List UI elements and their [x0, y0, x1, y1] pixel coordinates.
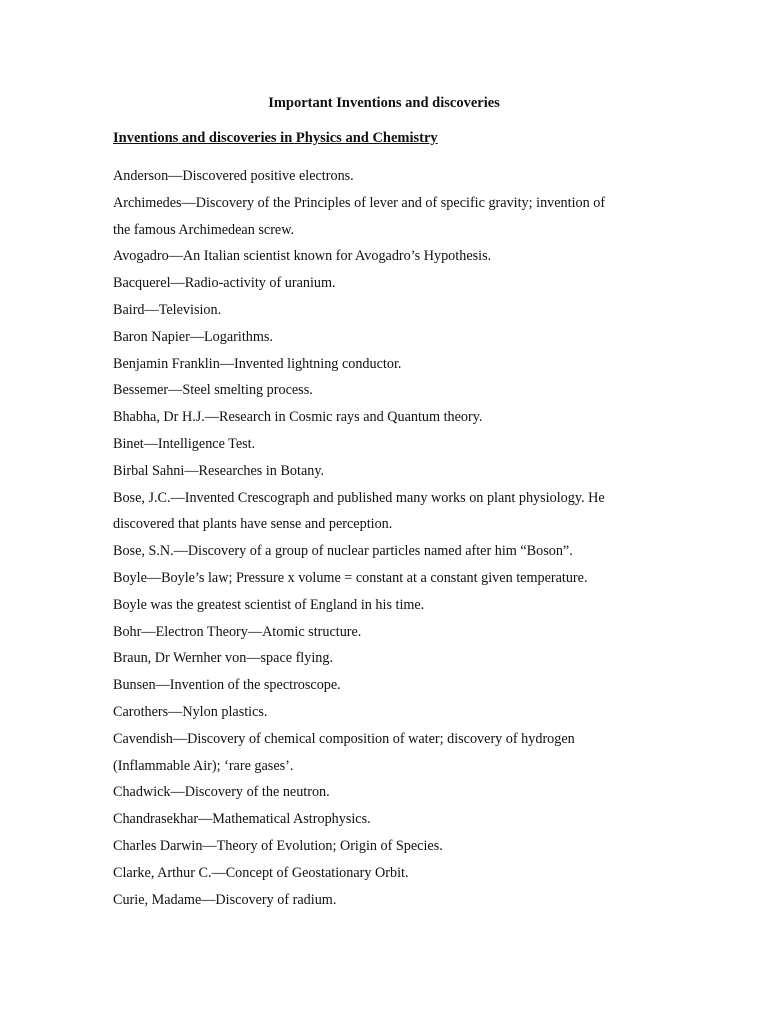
list-item: [113, 833, 653, 860]
entry-text-line: Benjamin Franklin—Invented lightning conductor.: [113, 355, 402, 372]
entry-text-line: Cavendish—Discovery of chemical composition of water; discovery of hydrogen: [113, 730, 575, 747]
entry-text-line: Archimedes—Discovery of the Principles of lever and of specific gravity; invention of: [113, 194, 606, 211]
entry-text-line: Avogadro—An Italian scientist known for Avogadro’s Hypothesis.: [113, 248, 492, 265]
entry-text-line: Birbal Sahni—Researches in Botany.: [113, 462, 325, 479]
list-item: [113, 726, 653, 780]
entry-text-line: Chadwick—Discovery of the neutron.: [113, 784, 330, 801]
list-item: [113, 565, 653, 619]
entry-text-line: Clarke, Arthur C.—Concept of Geostationary Orbit.: [113, 864, 409, 881]
list-item: [113, 860, 653, 887]
list-item: [113, 672, 653, 699]
list-item: [113, 887, 653, 914]
list-item: [113, 699, 653, 726]
list-item: [113, 485, 653, 539]
entry-text-line: Boyle—Boyle’s law; Pressure x volume = constant at a constant given temperature.: [113, 569, 588, 586]
entry-text-line: the famous Archimedean screw.: [113, 221, 295, 238]
list-item: [113, 243, 653, 270]
entry-text-line: Braun, Dr Wernher von—space flying.: [113, 650, 334, 667]
entry-text-line: Anderson—Discovered positive electrons.: [113, 168, 354, 184]
entry-text-line: Bose, J.C.—Invented Crescograph and published many works on plant physiology. He: [113, 489, 605, 506]
entry-text-line: discovered that plants have sense and perception.: [113, 516, 393, 533]
document-title: Important Inventions and discoveries: [268, 95, 500, 111]
list-item: [113, 458, 653, 485]
list-item: [113, 324, 653, 351]
entry-text-line: (Inflammable Air); ‘rare gases’.: [113, 757, 294, 774]
list-item: [113, 619, 653, 646]
entry-text-line: Bessemer—Steel smelting process.: [113, 382, 313, 399]
list-item: [113, 297, 653, 324]
list-item: [113, 431, 653, 458]
list-item: [113, 538, 653, 565]
entry-text-line: Chandrasekhar—Mathematical Astrophysics.: [113, 811, 371, 828]
list-item: [113, 645, 653, 672]
entry-text-line: Bacquerel—Radio-activity of uranium.: [113, 275, 336, 292]
list-item: [113, 779, 653, 806]
entry-text-line: Baron Napier—Logarithms.: [113, 328, 273, 345]
entry-text-line: Charles Darwin—Theory of Evolution; Origin of Species.: [113, 837, 443, 854]
list-item: [113, 404, 653, 431]
list-item: [113, 190, 653, 244]
entry-text-line: Baird—Television.: [113, 301, 222, 318]
entry-text-line: Boyle was the greatest scientist of England in his time.: [113, 596, 425, 613]
entries-list: [113, 163, 653, 913]
list-item: [113, 806, 653, 833]
entry-text-line: Bose, S.N.—Discovery of a group of nuclear particles named after him “Boson”.: [113, 543, 573, 560]
list-item: [113, 351, 653, 378]
entry-text-line: Bohr—Electron Theory—Atomic structure.: [113, 623, 362, 640]
entry-text-line: Binet—Intelligence Test.: [113, 435, 256, 452]
list-item: [113, 163, 653, 190]
section-heading: Inventions and discoveries in Physics and Chemistry: [113, 130, 438, 146]
entry-text-line: Bunsen—Invention of the spectroscope.: [113, 677, 341, 694]
entry-text-line: Bhabha, Dr H.J.—Research in Cosmic rays and Quantum theory.: [113, 409, 483, 426]
entry-text-line: Carothers—Nylon plastics.: [113, 703, 268, 720]
list-item: [113, 377, 653, 404]
list-item: [113, 270, 653, 297]
entry-text-line: Curie, Madame—Discovery of radium.: [113, 891, 337, 908]
